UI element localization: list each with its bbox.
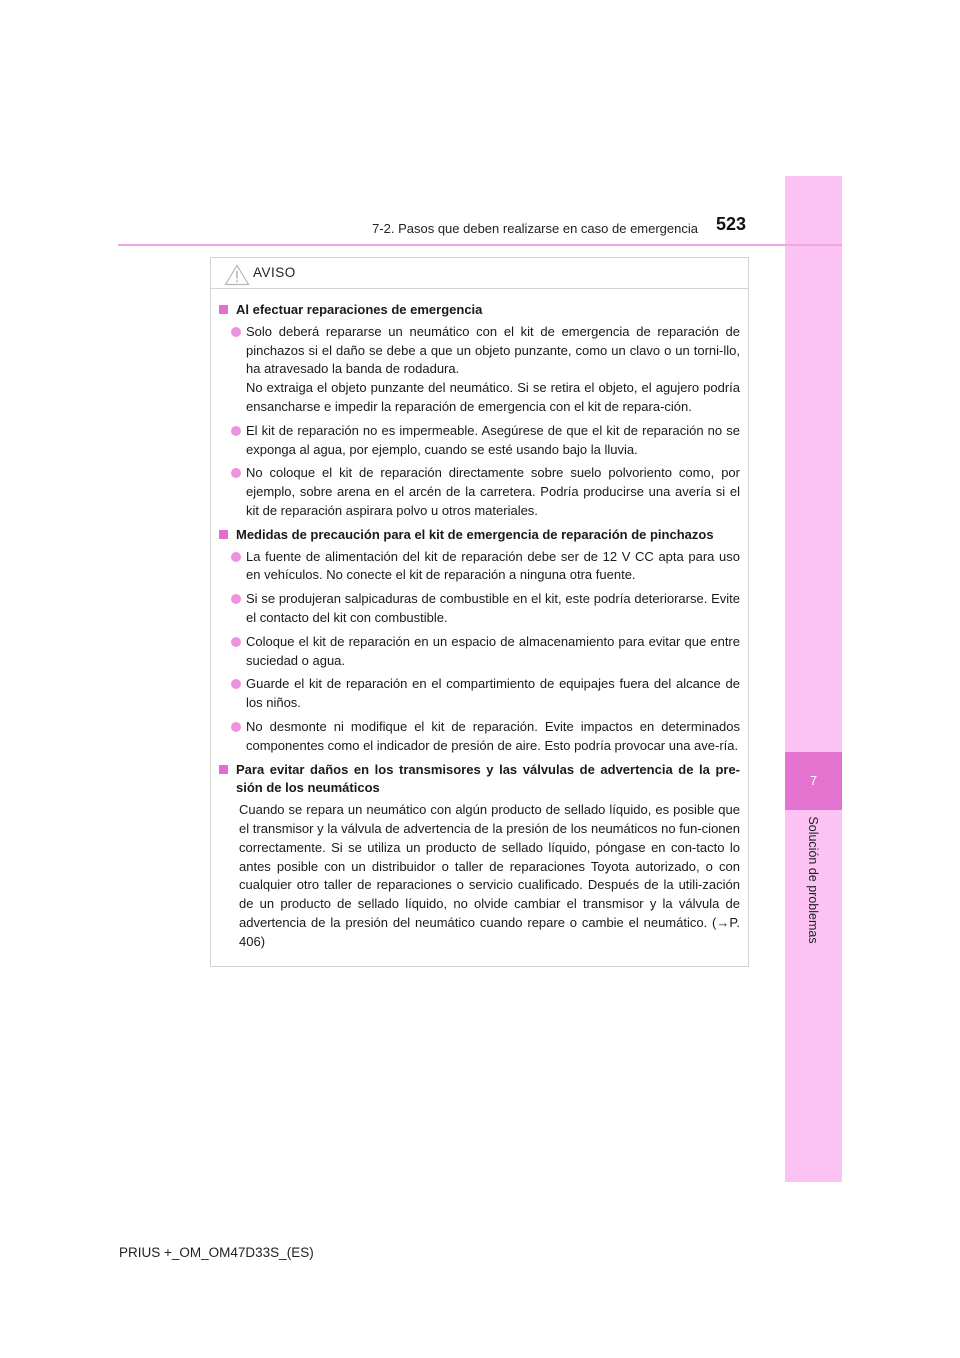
section-tpms-valves xyxy=(219,761,740,952)
list-item: Guarde el kit de reparación en el compartimiento de equipajes fuera del alcance de los niños. xyxy=(219,675,740,713)
list-item: Coloque el kit de reparación en un espacio de almacenamiento para evitar que entre suciedad o agua. xyxy=(219,633,740,671)
list-item: La fuente de alimentación del kit de reparación debe ser de 12 V CC apta para uso en vehículos. No conecte el kit de reparación a ninguna otra fuente. xyxy=(219,548,740,586)
round-bullet-icon xyxy=(231,594,241,604)
warning-body xyxy=(211,289,748,952)
page-number: 523 xyxy=(716,214,747,234)
square-bullet-icon xyxy=(219,305,228,314)
list-item: Solo deberá repararse un neumático con el kit de emergencia de reparación de pinchazos si el daño se debe a que un objeto punzante, como un clavo o un torni-llo, ha atravesado la banda de rodadura. No extraiga el objeto punzante del neumático. Si se retira el objeto, el agujero podría ensancharse e impedir la reparación de emergencia con el kit de repara-ción. xyxy=(219,323,740,417)
chapter-number: 7 xyxy=(785,752,842,810)
footer-model-code: PRIUS +_OM_OM47D33S_(ES) xyxy=(119,1245,314,1260)
round-bullet-icon xyxy=(231,722,241,732)
warning-title: AVISO xyxy=(253,265,296,280)
warning-triangle-icon xyxy=(224,264,250,286)
round-bullet-icon xyxy=(231,468,241,478)
section-heading: Para evitar daños en los transmisores y las válvulas de advertencia de la pre-sión de los neumáticos xyxy=(236,761,740,796)
list-item: No desmonte ni modifique el kit de reparación. Evite impactos en determinados componentes como el indicador de presión de aire. Esto podría provocar una ave-ría. xyxy=(219,718,740,756)
warning-box xyxy=(210,257,749,967)
section-precautions xyxy=(219,526,740,756)
round-bullet-icon xyxy=(231,426,241,436)
header-divider xyxy=(118,244,842,246)
square-bullet-icon xyxy=(219,765,228,774)
round-bullet-icon xyxy=(231,327,241,337)
round-bullet-icon xyxy=(231,552,241,562)
section-paragraph: Cuando se repara un neumático con algún producto de sellado líquido, es posible que el transmisor y la válvula de advertencia de la presión de los neumáticos no fun-cionen correctamente. Si se utiliza un producto de sellado líquido, póngase en con-tacto lo antes posible con un distribuidor o taller de reparaciones Toyota autorizado, o con cualquier otro taller de reparaciones o servicio cualificado. Después de la utili-zación de un producto de sellado líquido, no olvide cambiar el transmisor y la válvula de advertencia de la presión del neumático cuando repare o cambie el neumático. (→P. 406) xyxy=(239,802,740,949)
section-emergency-repair xyxy=(219,301,740,521)
section-heading: Al efectuar reparaciones de emergencia xyxy=(236,302,483,317)
list-item: El kit de reparación no es impermeable. Asegúrese de que el kit de reparación no se exponga al agua, por ejemplo, cuando se esté usando bajo la lluvia. xyxy=(219,422,740,460)
square-bullet-icon xyxy=(219,530,228,539)
round-bullet-icon xyxy=(231,679,241,689)
section-title: 7-2. Pasos que deben realizarse en caso de emergencia xyxy=(372,221,698,236)
list-item: No coloque el kit de reparación directamente sobre suelo polvoriento como, por ejemplo, sobre arena en el arcén de la carretera. Podría producirse una avería si el kit de reparación aspirara polvo u otros materiales. xyxy=(219,464,740,520)
section-heading: Medidas de precaución para el kit de emergencia de reparación de pinchazos xyxy=(236,526,714,542)
chapter-label: Solución de problemas xyxy=(806,816,820,944)
list-item: Si se produjeran salpicaduras de combustible en el kit, este podría deteriorarse. Evite el contacto del kit con combustible. xyxy=(219,590,740,628)
warning-header xyxy=(211,258,748,289)
round-bullet-icon xyxy=(231,637,241,647)
chapter-side-tab xyxy=(785,176,842,1182)
